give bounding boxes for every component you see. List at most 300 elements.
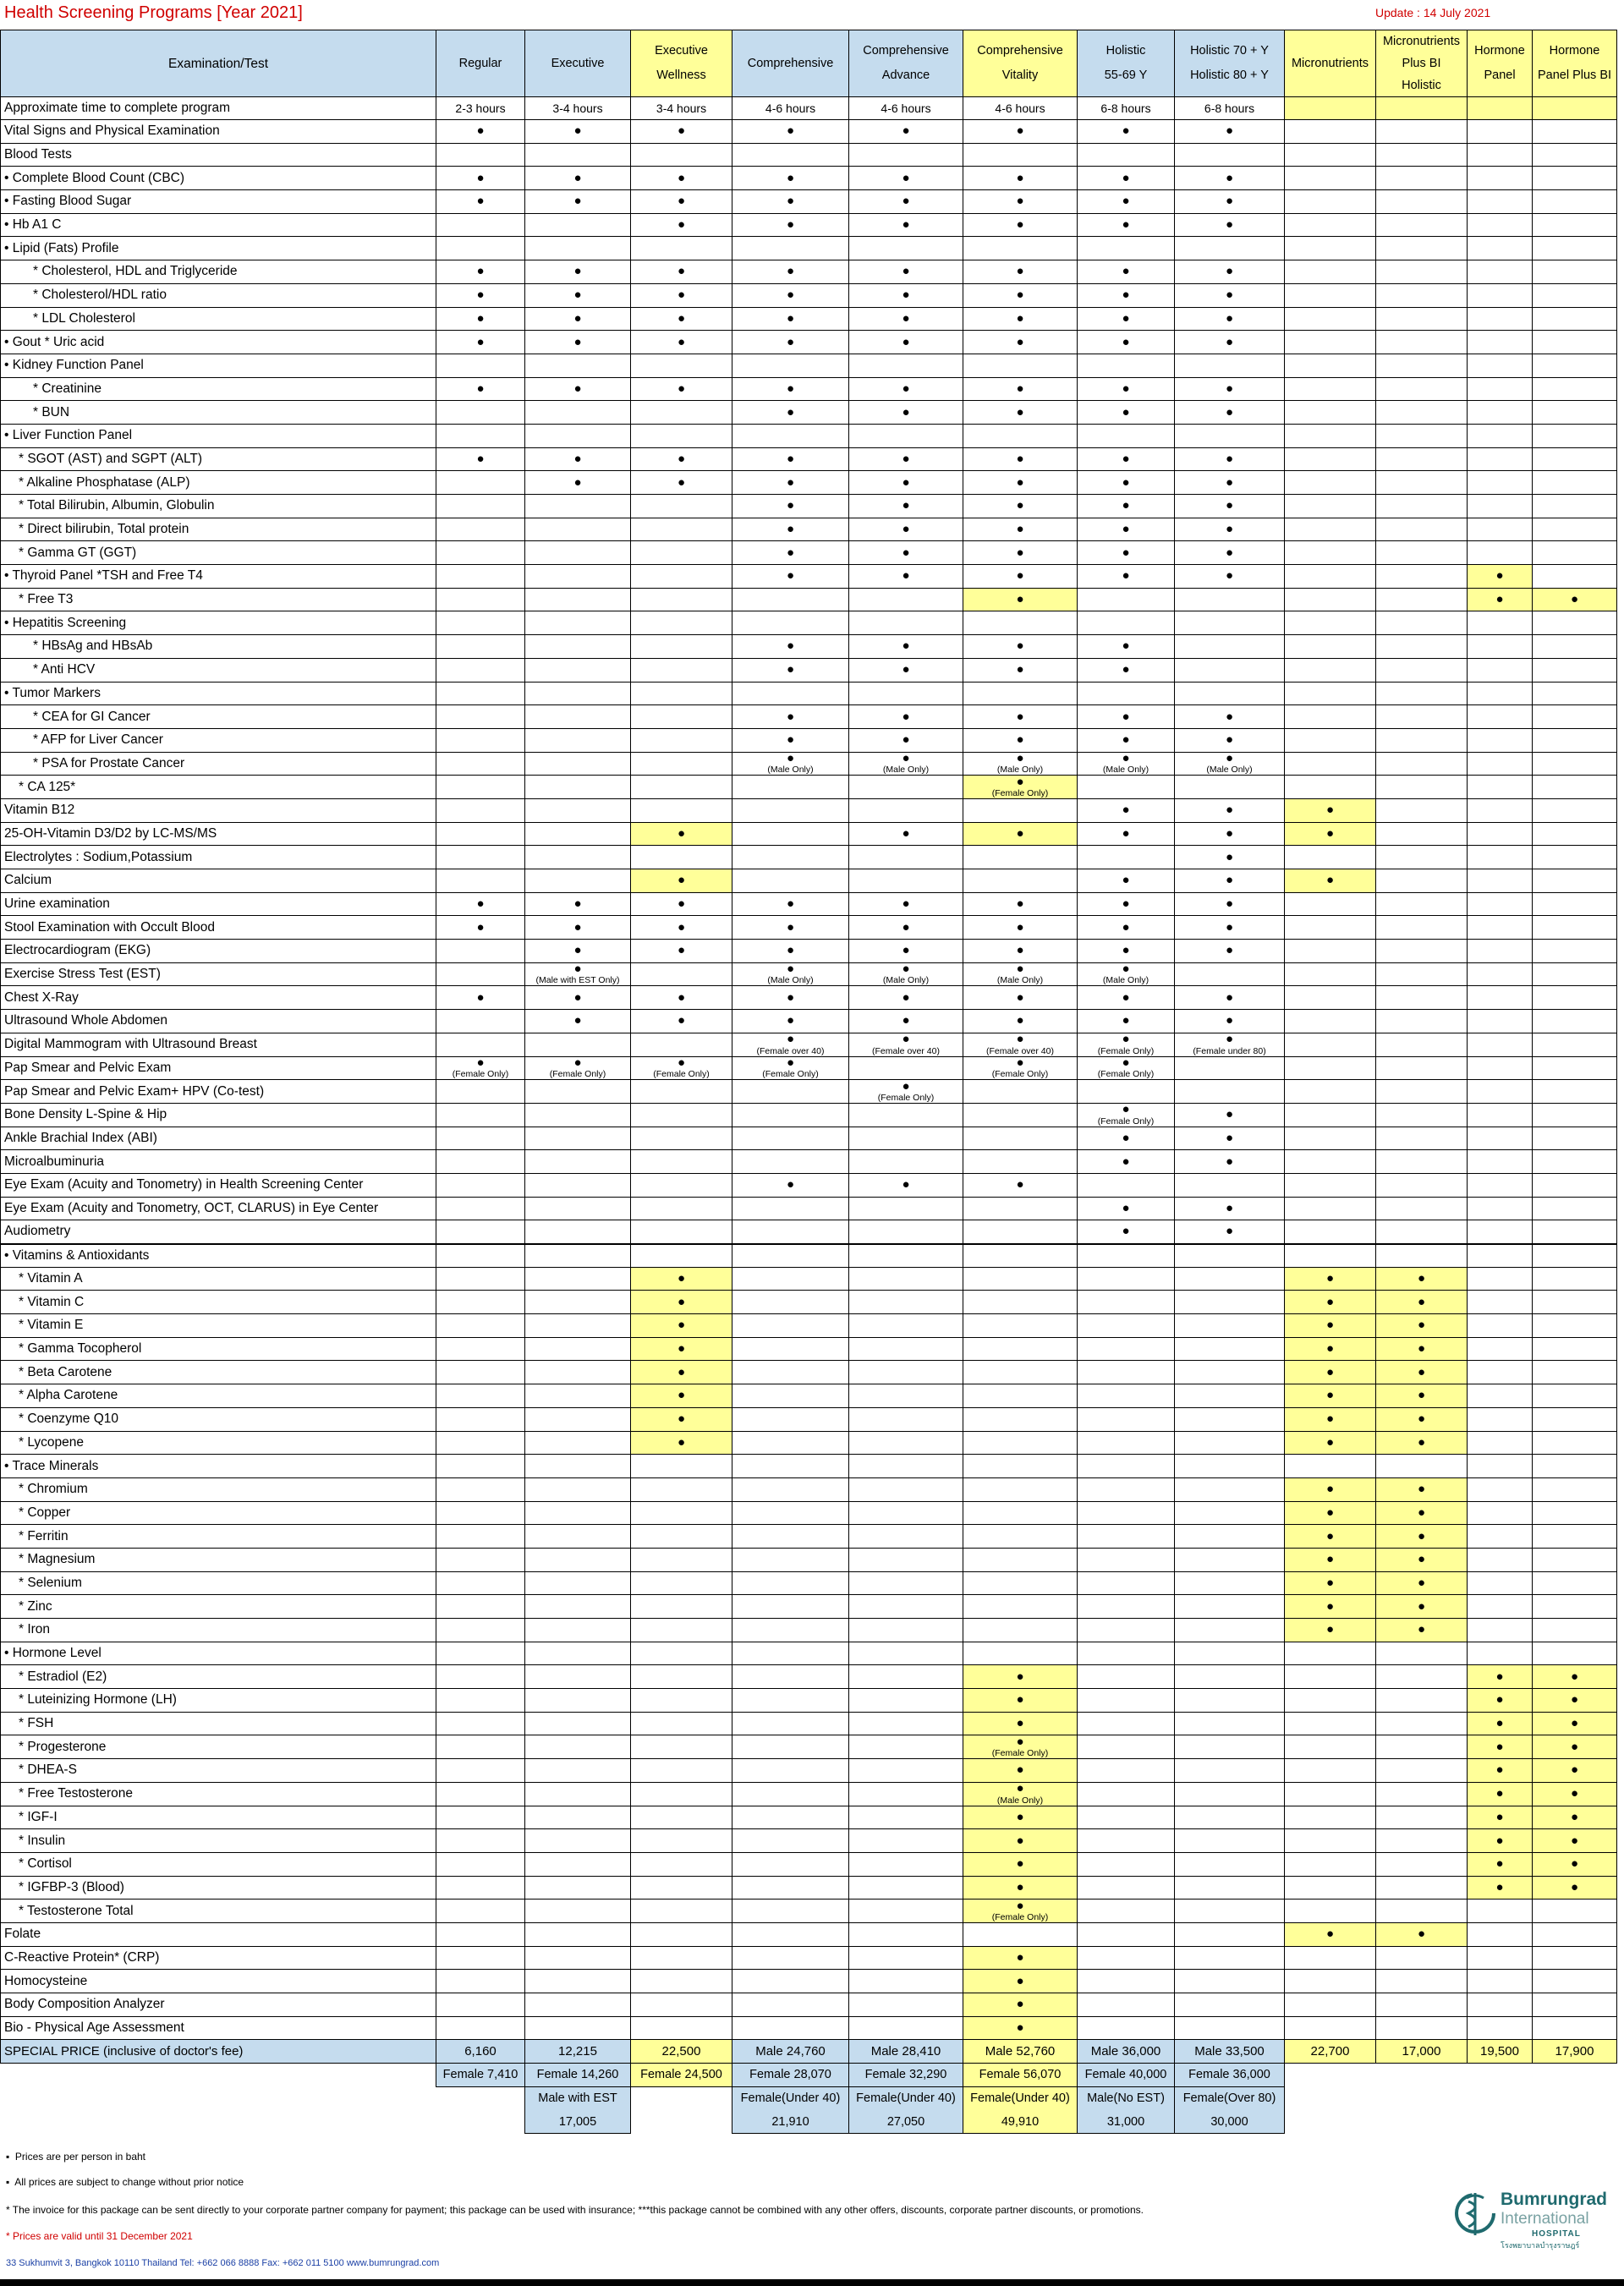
program-cell (963, 940, 1078, 963)
program-cell (1285, 1361, 1376, 1384)
program-cell (436, 1267, 525, 1291)
program-cell (1533, 611, 1617, 635)
included-dot-icon: ● (1325, 1575, 1335, 1590)
program-cell (963, 541, 1078, 565)
program-cell (1468, 190, 1533, 214)
program-cell (1285, 1407, 1376, 1431)
program-cell (1468, 1244, 1533, 1268)
program-cell (631, 518, 732, 541)
program-cell (1376, 447, 1468, 471)
program-cell (1533, 986, 1617, 1010)
program-cell (849, 635, 963, 659)
table-row (1, 541, 1617, 565)
program-cell (1376, 1806, 1468, 1829)
table-row (1, 986, 1617, 1010)
table-row (1, 143, 1617, 167)
program-cell (1533, 1337, 1617, 1361)
included-dot-icon: ● (1122, 1224, 1130, 1239)
program-cell (963, 986, 1078, 1010)
program-cell (1376, 1922, 1468, 1946)
included-dot-icon: ● (902, 709, 910, 724)
program-cell (631, 1150, 732, 1174)
included-dot-icon: ● (902, 545, 910, 560)
program-cell (1175, 260, 1285, 284)
table-row (1, 1033, 1617, 1056)
program-cell (849, 588, 963, 611)
program-cell (525, 120, 631, 144)
included-dot-icon: ● (1495, 1786, 1504, 1801)
program-cell (436, 237, 525, 260)
extra-blank (1285, 2086, 1376, 2110)
price-cell: 17,900 (1533, 2040, 1617, 2064)
program-cell (1285, 1384, 1376, 1408)
program-cell (732, 1782, 849, 1806)
program-cell (732, 307, 849, 331)
program-cell (1078, 447, 1175, 471)
program-cell (631, 1993, 732, 2017)
exam-label: * Anti HCV (1, 658, 436, 682)
program-cell (1468, 1337, 1533, 1361)
program-cell (1175, 424, 1285, 447)
program-cell (963, 846, 1078, 869)
program-cell (525, 1922, 631, 1946)
included-dot-icon: ● (1122, 752, 1130, 765)
program-cell (631, 190, 732, 214)
program-cell (1285, 1900, 1376, 1923)
program-cell (1285, 1922, 1376, 1946)
table-row (1, 377, 1617, 401)
program-cell (1533, 471, 1617, 495)
included-dot-icon: ● (1325, 1271, 1335, 1286)
program-cell (1376, 237, 1468, 260)
included-dot-icon: ● (573, 919, 582, 935)
exam-label: • Trace Minerals (1, 1455, 436, 1478)
program-cell (1285, 1080, 1376, 1104)
program-cell (436, 1782, 525, 1806)
program-cell (631, 635, 732, 659)
program-cell (732, 260, 849, 284)
program-cell (436, 1173, 525, 1197)
program-cell (1078, 822, 1175, 846)
program-cell (849, 471, 963, 495)
program-cell (1078, 940, 1175, 963)
table-row (1, 1314, 1617, 1338)
program-cell (1078, 869, 1175, 893)
program-cell (1468, 495, 1533, 518)
program-cell (963, 1407, 1078, 1431)
program-cell (436, 1501, 525, 1525)
program-cell (436, 354, 525, 377)
program-cell (1533, 1173, 1617, 1197)
included-dot-icon: ● (786, 919, 795, 935)
table-row (1, 1197, 1617, 1220)
program-header-line1: Comprehensive (747, 56, 834, 70)
included-dot-icon: ● (677, 1318, 686, 1333)
program-header-5 (963, 30, 1078, 97)
program-cell (525, 447, 631, 471)
table-row (1, 1642, 1617, 1665)
price-cell: Male 36,000 (1078, 2040, 1175, 2064)
included-dot-icon: ● (1016, 709, 1024, 724)
program-cell (436, 471, 525, 495)
exam-label: * Direct bilirubin, Total protein (1, 518, 436, 541)
extra-blank (1376, 2086, 1468, 2110)
program-cell (436, 1806, 525, 1829)
program-cell (436, 658, 525, 682)
program-cell (1175, 1735, 1285, 1759)
program-cell (1376, 1525, 1468, 1549)
exam-label: Body Composition Analyzer (1, 1993, 436, 2017)
extra-price-cell: Female(Under 40) (732, 2086, 849, 2110)
program-cell (849, 518, 963, 541)
program-cell (963, 213, 1078, 237)
included-dot-icon: ● (1225, 334, 1234, 349)
program-cell (1376, 354, 1468, 377)
program-cell (436, 1103, 525, 1127)
program-cell (1376, 776, 1468, 799)
program-cell (1376, 1665, 1468, 1689)
program-cell (732, 1642, 849, 1665)
program-cell (631, 1197, 732, 1220)
program-cell (963, 260, 1078, 284)
program-cell (1078, 307, 1175, 331)
table-row (1, 354, 1617, 377)
included-dot-icon: ● (1122, 522, 1130, 537)
table-row (1, 846, 1617, 869)
included-dot-icon: ● (677, 1364, 686, 1379)
program-cell (1376, 798, 1468, 822)
program-cell (1175, 237, 1285, 260)
program-cell (1376, 940, 1468, 963)
program-cell (1376, 1407, 1468, 1431)
included-dot-icon: ● (1122, 962, 1130, 977)
program-cell (1376, 565, 1468, 589)
program-cell (1285, 377, 1376, 401)
program-cell (436, 190, 525, 214)
included-dot-icon: ● (476, 334, 485, 349)
included-dot-icon: ● (1417, 1528, 1426, 1543)
program-cell (1285, 635, 1376, 659)
program-cell (732, 565, 849, 589)
table-row (1, 1056, 1617, 1080)
extra-blank (1533, 2086, 1617, 2110)
program-cell (1175, 1665, 1285, 1689)
included-dot-icon: ● (573, 943, 582, 958)
program-cell (1175, 120, 1285, 144)
included-dot-icon: ● (1122, 288, 1130, 303)
program-cell (849, 1244, 963, 1268)
exam-label: * Free Testosterone (1, 1782, 436, 1806)
included-dot-icon: ● (573, 962, 582, 977)
included-dot-icon: ● (476, 264, 485, 279)
program-cell (1468, 869, 1533, 893)
exam-label: * Coenzyme Q10 (1, 1407, 436, 1431)
program-cell (1533, 331, 1617, 354)
program-cell (1078, 752, 1175, 776)
program-cell (525, 892, 631, 916)
program-cell (1376, 1712, 1468, 1735)
program-cell (849, 1056, 963, 1080)
exam-label: C-Reactive Protein* (CRP) (1, 1946, 436, 1970)
program-cell (732, 1525, 849, 1549)
exam-label: Vital Signs and Physical Examination (1, 120, 436, 144)
program-cell (1376, 1431, 1468, 1455)
program-cell (1376, 1970, 1468, 1993)
included-dot-icon: ● (1225, 752, 1234, 765)
program-cell (436, 377, 525, 401)
program-cell (849, 424, 963, 447)
table-row (1, 1173, 1617, 1197)
program-cell (631, 1056, 732, 1080)
included-dot-icon: ● (786, 1177, 795, 1192)
included-dot-icon: ● (573, 990, 582, 1005)
program-cell (1468, 1103, 1533, 1127)
program-cell (1376, 1197, 1468, 1220)
cell-note-text: (Male Only) (996, 975, 1044, 986)
included-dot-icon: ● (786, 217, 795, 233)
program-cell (963, 588, 1078, 611)
table-row (1, 776, 1617, 799)
program-cell (963, 518, 1078, 541)
program-cell (1285, 1993, 1376, 2017)
program-cell (963, 1173, 1078, 1197)
program-cell (1175, 1852, 1285, 1876)
table-row (1, 1782, 1617, 1806)
program-cell (963, 1970, 1078, 1993)
included-dot-icon: ● (902, 732, 910, 748)
program-cell (1533, 237, 1617, 260)
program-cell (1376, 143, 1468, 167)
price-cell: 22,500 (631, 2040, 732, 2064)
exam-label: • Hormone Level (1, 1642, 436, 1665)
program-header-line1: Micronutrients (1291, 56, 1369, 70)
included-dot-icon: ● (1122, 404, 1130, 419)
included-dot-icon: ● (1225, 170, 1234, 185)
program-cell (732, 1010, 849, 1033)
program-cell (1078, 986, 1175, 1010)
program-cell (1468, 1150, 1533, 1174)
included-dot-icon: ● (1417, 1294, 1426, 1309)
note-prices-change-text: All prices are subject to change without prior notice (14, 2176, 244, 2188)
program-cell (963, 1548, 1078, 1571)
included-dot-icon: ● (1122, 568, 1130, 584)
included-dot-icon: ● (1016, 1782, 1024, 1796)
program-cell (525, 1337, 631, 1361)
exam-label: Pap Smear and Pelvic Exam (1, 1056, 436, 1080)
program-cell (1175, 1993, 1285, 2017)
exam-label: Bio - Physical Age Assessment (1, 2016, 436, 2040)
program-cell (1533, 1548, 1617, 1571)
program-cell (963, 1501, 1078, 1525)
program-cell (1376, 1689, 1468, 1713)
program-cell (436, 1922, 525, 1946)
program-cell (436, 1689, 525, 1713)
table-row (1, 167, 1617, 190)
extra-price-cell: Male with EST (525, 2086, 631, 2110)
program-cell (1175, 1619, 1285, 1642)
program-header-line2: 55-69 Y (1104, 69, 1148, 82)
program-cell (1078, 518, 1175, 541)
program-cell (436, 682, 525, 705)
program-cell (631, 1127, 732, 1150)
included-dot-icon: ● (1417, 1575, 1426, 1590)
program-cell (525, 728, 631, 752)
included-dot-icon: ● (1325, 1341, 1335, 1357)
program-cell (1078, 1103, 1175, 1127)
table-row (1, 588, 1617, 611)
program-cell (963, 1150, 1078, 1174)
program-cell (1175, 682, 1285, 705)
program-cell (1285, 940, 1376, 963)
program-cell (849, 213, 963, 237)
program-cell (1175, 1712, 1285, 1735)
program-cell (1533, 283, 1617, 307)
program-cell (1468, 962, 1533, 986)
program-cell (1285, 1150, 1376, 1174)
program-cell (1078, 776, 1175, 799)
included-dot-icon: ● (902, 310, 910, 326)
program-cell (963, 1735, 1078, 1759)
program-cell (1078, 1900, 1175, 1923)
program-cell (525, 283, 631, 307)
program-cell (1175, 1431, 1285, 1455)
program-cell (436, 1946, 525, 1970)
program-cell (1285, 1455, 1376, 1478)
included-dot-icon: ● (1417, 1364, 1426, 1379)
program-cell (1175, 1946, 1285, 1970)
validity-note: * Prices are valid until 31 December 2021 (6, 2230, 193, 2242)
program-cell (1533, 1642, 1617, 1665)
extra-price-cell: 30,000 (1175, 2110, 1285, 2134)
program-cell (1468, 1501, 1533, 1525)
program-cell (1376, 260, 1468, 284)
included-dot-icon: ● (786, 264, 795, 279)
included-dot-icon: ● (476, 896, 485, 912)
program-cell (963, 1033, 1078, 1056)
included-dot-icon: ● (677, 1294, 686, 1309)
program-cell (1078, 354, 1175, 377)
included-dot-icon: ● (573, 194, 582, 209)
program-cell (963, 190, 1078, 214)
program-cell (436, 1384, 525, 1408)
program-cell (849, 1477, 963, 1501)
program-cell (1533, 1525, 1617, 1549)
program-cell (1285, 495, 1376, 518)
program-cell (436, 822, 525, 846)
included-dot-icon: ● (1325, 1294, 1335, 1309)
program-cell (1078, 1173, 1175, 1197)
program-cell (849, 1173, 963, 1197)
cell-note-text: (Female Only) (549, 1069, 606, 1080)
program-cell (1468, 471, 1533, 495)
cell-note-text: (Male Only) (1102, 765, 1149, 776)
program-cell (1078, 1712, 1175, 1735)
included-dot-icon: ● (1325, 873, 1335, 888)
included-dot-icon: ● (1122, 662, 1130, 677)
program-cell (1533, 1103, 1617, 1127)
program-cell (1468, 1689, 1533, 1713)
table-row (1, 1501, 1617, 1525)
program-cell (525, 1127, 631, 1150)
program-cell (732, 471, 849, 495)
extra-price-cell: 31,000 (1078, 2110, 1175, 2134)
program-cell (525, 1080, 631, 1104)
program-cell (849, 776, 963, 799)
table-row (1, 1759, 1617, 1783)
exam-label: Vitamin B12 (1, 798, 436, 822)
program-cell (732, 283, 849, 307)
program-cell (436, 728, 525, 752)
exam-label: * Cholesterol/HDL ratio (1, 283, 436, 307)
program-cell (1376, 1829, 1468, 1853)
program-cell (1285, 1946, 1376, 1970)
program-cell (631, 776, 732, 799)
program-cell (1533, 1829, 1617, 1853)
program-cell (963, 283, 1078, 307)
included-dot-icon: ● (1122, 381, 1130, 396)
exam-label: Ultrasound Whole Abdomen (1, 1010, 436, 1033)
program-cell (1533, 1922, 1617, 1946)
program-cell (631, 167, 732, 190)
included-dot-icon: ● (1016, 1809, 1024, 1824)
program-cell (436, 1010, 525, 1033)
program-cell (1175, 1782, 1285, 1806)
program-cell (525, 1056, 631, 1080)
program-cell (963, 1197, 1078, 1220)
program-cell (631, 1665, 732, 1689)
time-cell: 4-6 hours (849, 97, 963, 120)
cell-note-text: (Female over 40) (756, 1045, 825, 1056)
included-dot-icon: ● (677, 1434, 686, 1450)
program-cell (525, 1501, 631, 1525)
program-cell (436, 120, 525, 144)
program-cell (436, 1642, 525, 1665)
program-cell (525, 471, 631, 495)
program-cell (436, 940, 525, 963)
exam-label: Ankle Brachial Index (ABI) (1, 1127, 436, 1150)
program-cell (525, 916, 631, 940)
program-cell (525, 260, 631, 284)
included-dot-icon: ● (677, 1341, 686, 1357)
program-cell (525, 1244, 631, 1268)
table-row (1, 892, 1617, 916)
program-cell (436, 869, 525, 893)
included-dot-icon: ● (902, 217, 910, 233)
special-price-label: SPECIAL PRICE (inclusive of doctor's fee) (1, 2040, 436, 2064)
program-cell (1376, 1571, 1468, 1595)
program-cell (963, 447, 1078, 471)
exam-label: * DHEA-S (1, 1759, 436, 1783)
program-cell (963, 635, 1078, 659)
exam-label: * Progesterone (1, 1735, 436, 1759)
exam-label: Calcium (1, 869, 436, 893)
program-cell (1468, 331, 1533, 354)
program-cell (1376, 1759, 1468, 1783)
program-cell (732, 1127, 849, 1150)
program-cell (963, 565, 1078, 589)
program-cell (1078, 2016, 1175, 2040)
included-dot-icon: ● (902, 962, 910, 977)
extra-blank (1533, 2064, 1617, 2087)
included-dot-icon: ● (1122, 803, 1130, 818)
program-cell (849, 846, 963, 869)
program-cell (1285, 307, 1376, 331)
program-cell (631, 705, 732, 729)
program-cell (1175, 1876, 1285, 1900)
included-dot-icon: ● (1122, 451, 1130, 466)
exam-label: * PSA for Prostate Cancer (1, 752, 436, 776)
time-row (1, 97, 1617, 120)
